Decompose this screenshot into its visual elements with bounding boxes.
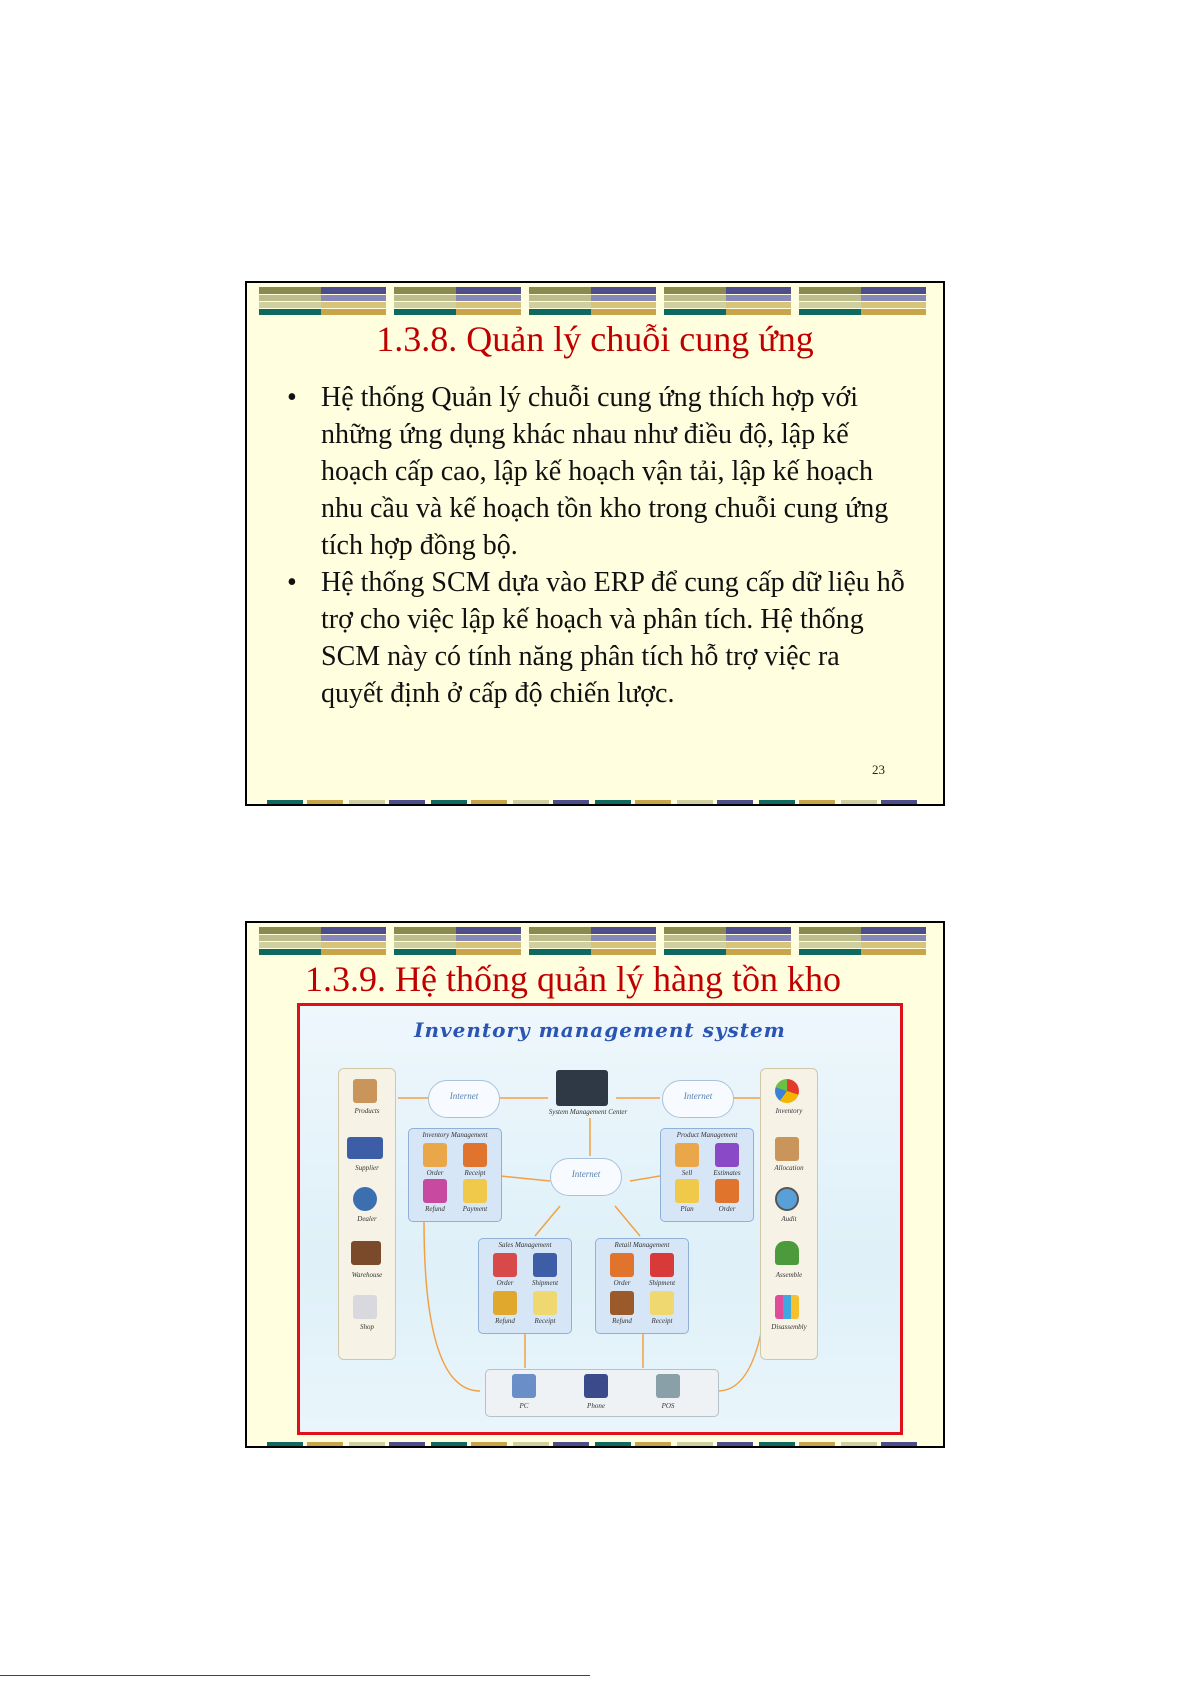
device-panel: PC Phone POS [485,1369,719,1417]
order-icon [715,1179,739,1203]
footer-rule [0,1675,590,1676]
bullet-list [285,379,905,712]
receipt-icon [650,1291,674,1315]
right-entity-column [760,1068,818,1360]
box-icon [353,1079,377,1103]
refund-icon [493,1291,517,1315]
refund-icon [423,1179,447,1203]
entity-label: Assemble [775,1271,803,1279]
bullet-text: Hệ thống Quản lý chuỗi cung ứng thích hợp với những ứng dụng khác nhau như điều độ, lập kế hoạch cấp cao, lập kế hoạch vận tải, lập kế hoạch nhu cầu và kế hoạch tồn kho trong chuỗi cung ứng tích hợp đồng bộ. [321,382,889,561]
bullet-item [285,379,905,564]
shipment-icon [533,1253,557,1277]
bullet-item [285,564,905,712]
bullet-icon: • [287,382,297,413]
entity-label: Products [354,1107,380,1115]
shop-icon [353,1295,377,1319]
estimates-icon [715,1143,739,1167]
order-icon [610,1253,634,1277]
globe-icon [353,1187,377,1211]
entity-label: Dealer [357,1215,377,1223]
order-icon [493,1253,517,1277]
receipt-icon [533,1291,557,1315]
receipt-icon [463,1143,487,1167]
plan-icon [675,1179,699,1203]
sales-management-module: Sales Management Order Shipment Refund Receipt [478,1238,572,1334]
entity-label: Inventory [775,1107,803,1115]
pc-icon [512,1374,536,1398]
slide-title: 1.3.8. Quản lý chuỗi cung ứng [376,319,814,359]
computer-icon [556,1070,608,1106]
page-number: 23 [872,762,885,777]
refund-icon [610,1291,634,1315]
bullet-icon: • [287,567,297,598]
shipment-icon [650,1253,674,1277]
entity-label: Allocation [774,1164,804,1172]
diagram-title: Inventory management system [414,1018,786,1042]
slide-1 [245,281,945,806]
decorative-top-band [259,287,929,317]
center-label: System Management Center [548,1108,628,1116]
pos-terminal-icon [656,1374,680,1398]
entity-label: Supplier [355,1164,379,1172]
blocks-icon [775,1295,799,1319]
bullet-text: Hệ thống SCM dựa vào ERP để cung cấp dữ liệu hỗ trợ cho việc lập kế hoạch và phân tích. Hệ thống SCM này có tính năng phân tích hỗ trợ việc ra quyết định ở cấp độ chiến lược. [321,567,905,709]
sell-icon [675,1143,699,1167]
warehouse-icon [351,1241,381,1265]
truck-icon [347,1137,383,1159]
slide-title: 1.3.9. Hệ thống quản lý hàng tồn kho [305,959,841,999]
pie-chart-icon [775,1079,799,1103]
magnifier-icon [775,1187,799,1211]
payment-icon [463,1179,487,1203]
internet-cloud-icon: Internet [550,1158,622,1196]
left-entity-column [338,1068,396,1360]
entity-label: Audit [781,1215,797,1223]
product-management-module: Product Management Sell Estimates Plan Order [660,1128,754,1222]
slide-2 [245,921,945,1448]
inventory-diagram [297,1003,903,1435]
entity-label: Warehouse [351,1271,383,1279]
box-icon [775,1137,799,1161]
entity-label: Disassembly [771,1323,807,1331]
internet-cloud-icon: Internet [662,1080,734,1118]
decorative-top-band [259,927,929,957]
retail-management-module: Retail Management Order Shipment Refund Receipt [595,1238,689,1334]
inventory-management-module: Inventory Management Order Receipt Refund Payment [408,1128,502,1222]
worker-icon [775,1241,799,1265]
order-icon [423,1143,447,1167]
decorative-bottom-band [267,1442,927,1446]
phone-icon [584,1374,608,1398]
entity-label: Shop [360,1323,374,1331]
internet-cloud-icon: Internet [428,1080,500,1118]
decorative-bottom-band [267,800,927,804]
